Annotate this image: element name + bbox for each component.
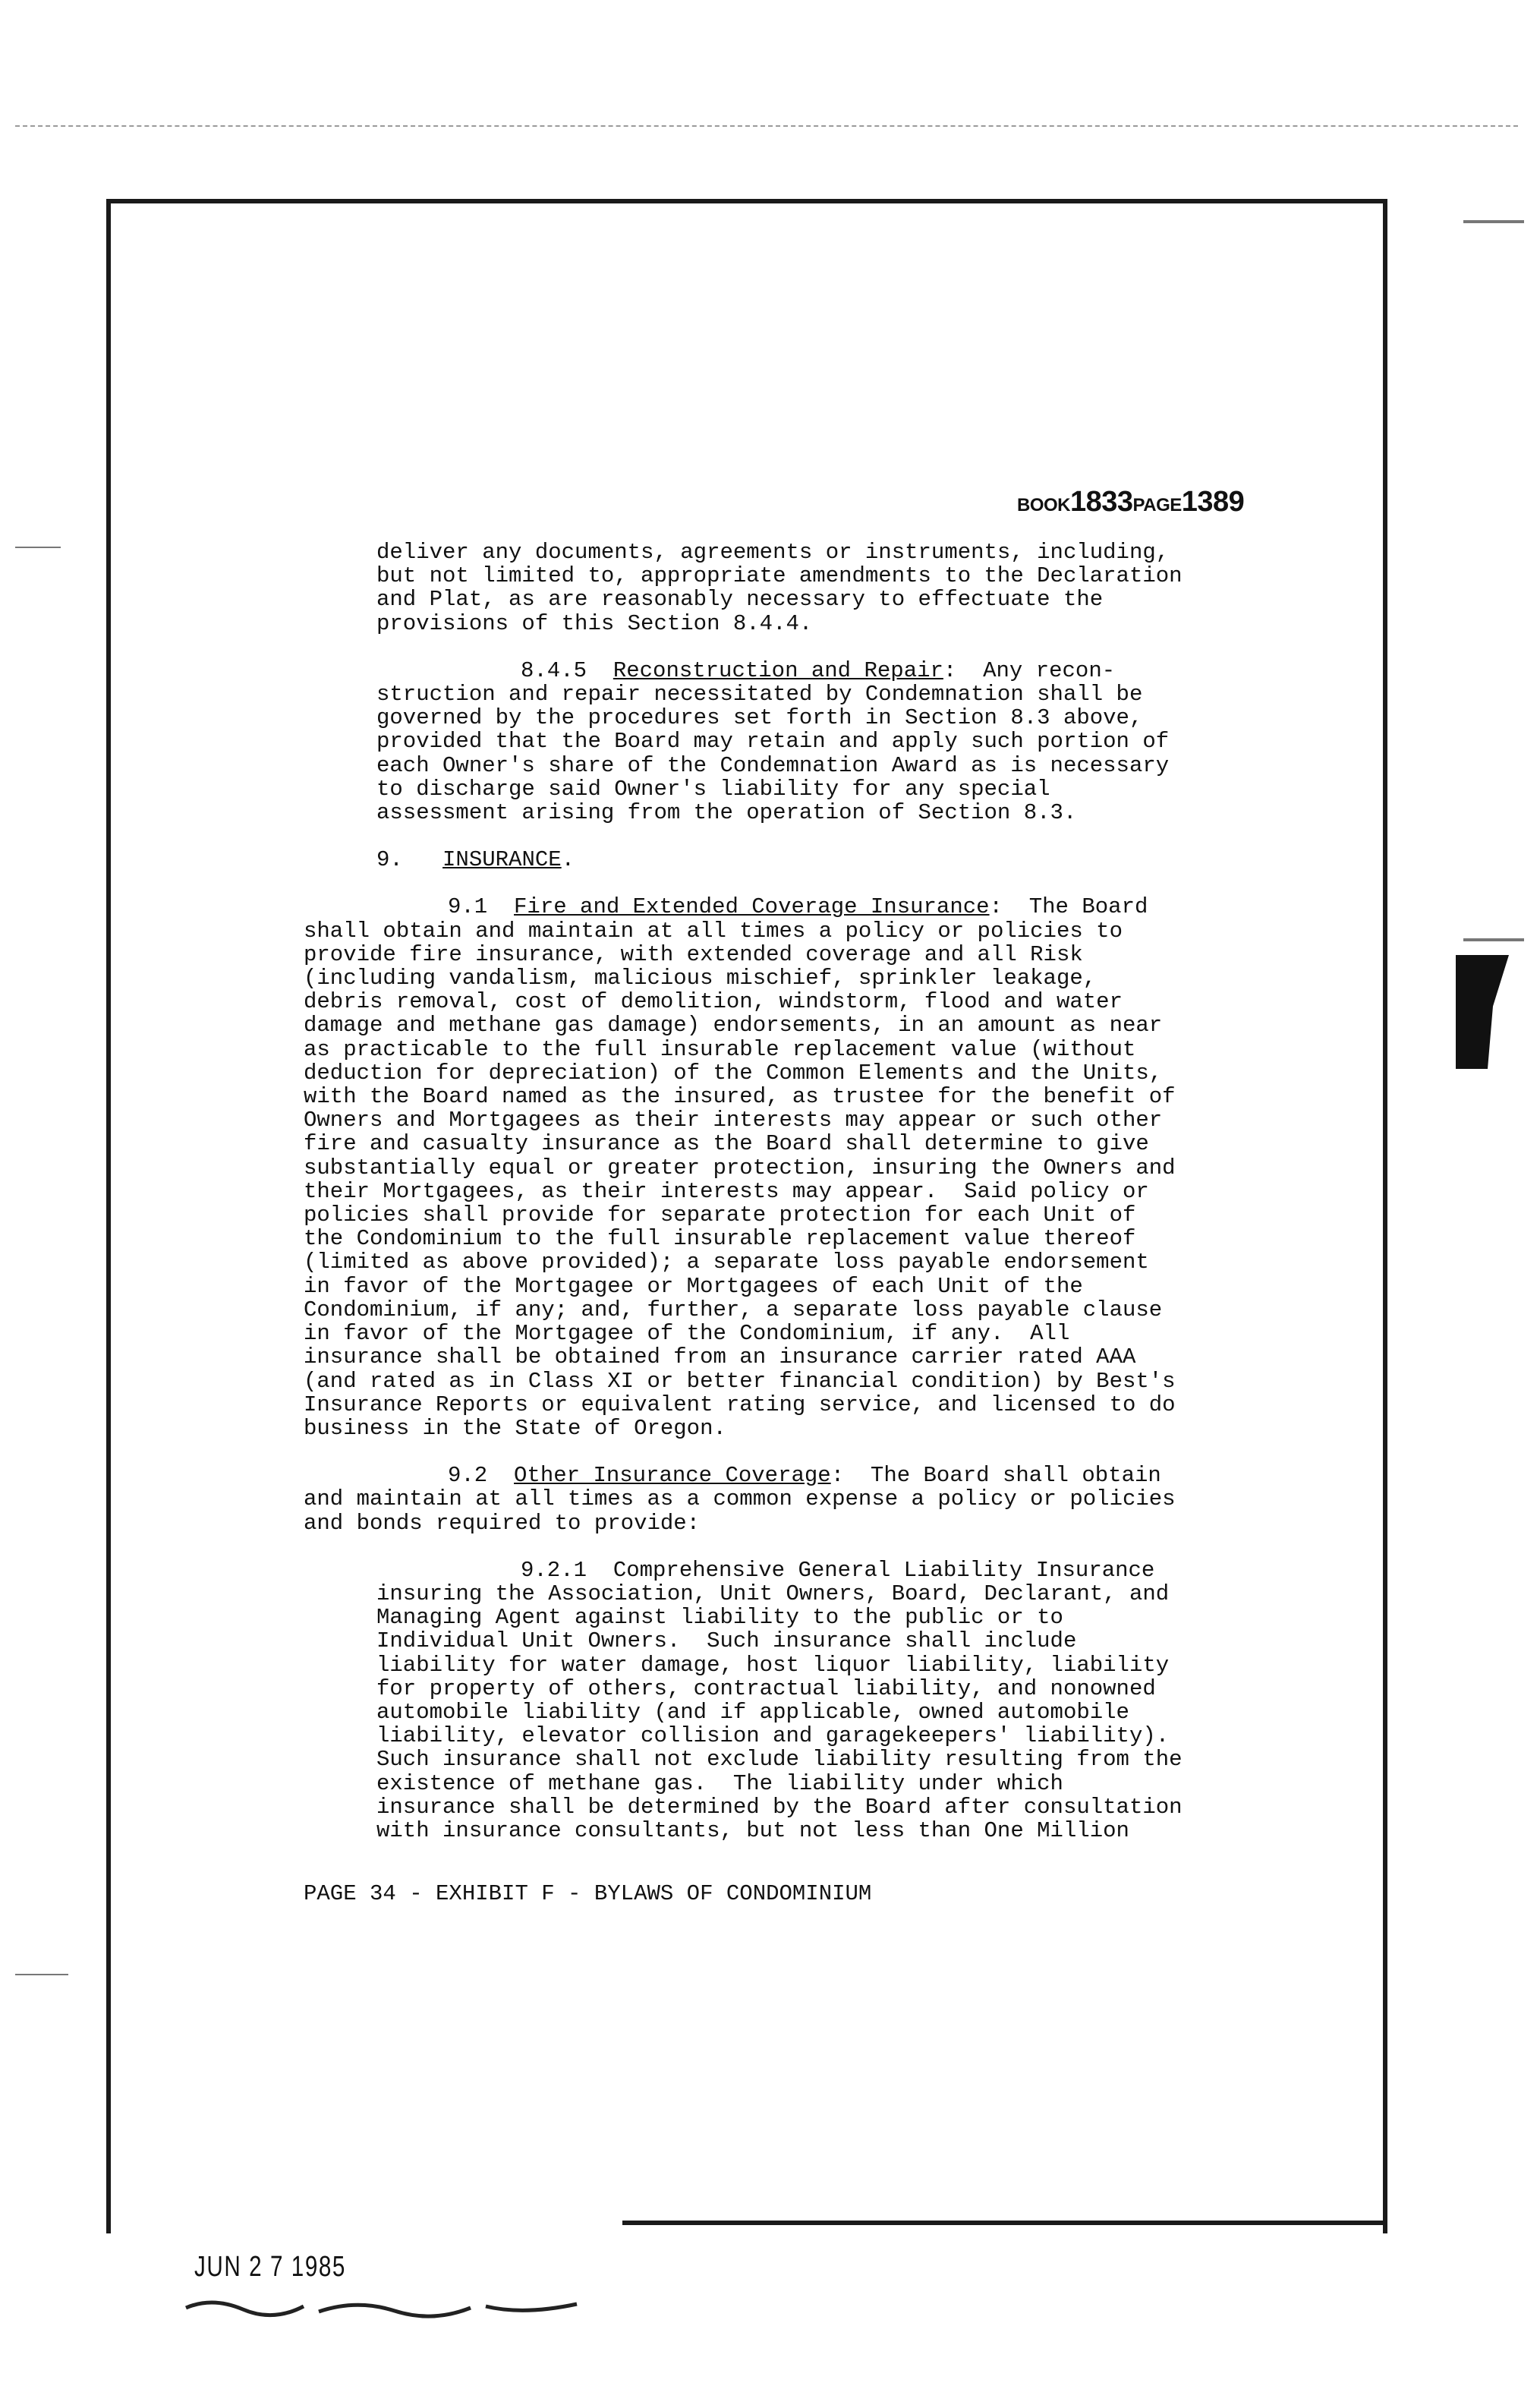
book-label: BOOK [1017,495,1070,515]
text-line: deduction for depreciation) of the Common Elements and the Units, [304,1060,1163,1086]
text-line: struction and repair necessitated by Condemnation shall be [376,682,1143,708]
text-run: . [561,847,575,873]
text-line: automobile liability (and if applicable, owned automobile [376,1699,1129,1725]
scan-frame-right [1383,199,1387,2233]
section-heading: INSURANCE [442,847,562,873]
text-line: governed by the procedures set forth in Section 8.3 above, [376,705,1143,731]
section-number: 9.1 [448,894,488,920]
text-line: with the Board named as the insured, as trustee for the benefit of [304,1084,1176,1110]
scan-top-dashes [15,125,1518,127]
text-line: (including vandalism, malicious mischief, sprinkler leakage, [304,966,1097,991]
text-line: insurance shall be obtained from an insurance carrier rated AAA [304,1344,1136,1370]
text-line: (and rated as in Class XI or better financial condition) by Best's [304,1368,1176,1394]
text-line: provisions of this Section 8.4.4. [376,610,813,636]
text-line: and Plat, as are reasonably necessary to effectuate the [376,587,1104,613]
scan-right-margin-mark [1463,938,1524,941]
paragraph-9-2 [304,1464,1260,1535]
section-9-heading [304,848,1260,872]
section-number: 9.2 [448,1463,488,1489]
text-line: each Owner's share of the Condemnation Award as is necessary [376,752,1170,778]
text-line: liability, elevator collision and garagekeepers' liability). [376,1723,1170,1749]
paragraph-9-1 [304,895,1260,1440]
text-line: insurance shall be determined by the Board after consultation [376,1794,1183,1820]
text-line: policies shall provide for separate protection for each Unit of [304,1202,1136,1228]
scan-frame-bottom [622,2221,1387,2225]
text-line: Such insurance shall not exclude liability resulting from the [376,1747,1183,1773]
paragraph-heading-line [376,659,1260,682]
text-line: (limited as above provided); a separate loss payable endorsement [304,1250,1149,1275]
section-number: 8.4.5 [521,657,587,683]
paragraph-9-2-1 [304,1559,1260,1842]
text-line: as practicable to the full insurable replacement value (without [304,1036,1136,1062]
book-page-stamp [1017,486,1244,519]
text-line: in favor of the Mortgagee of the Condominium, if any. All [304,1321,1070,1347]
paragraph-heading-line: 9.2.1 Comprehensive General Liability Insurance [521,1557,1155,1583]
text-line: shall obtain and maintain at all times a policy or policies to [304,918,1123,944]
paragraph-heading-line [304,895,1260,919]
text-line: business in the State of Oregon. [304,1415,726,1441]
page-label: PAGE [1132,495,1182,515]
section-heading-line [376,848,1260,872]
text-line: but not limited to, appropriate amendments to the Declaration [376,563,1183,589]
text-line: and maintain at all times as a common expense a policy or policies [304,1486,1176,1512]
page-number: 1389 [1181,486,1245,518]
text-run: : Any recon- [943,657,1116,683]
text-line: to discharge said Owner's liability for any special [376,776,1050,802]
scan-right-margin-mark [1463,220,1524,223]
text-line: and bonds required to provide: [304,1510,701,1536]
book-number: 1833 [1070,486,1133,518]
text-line: Individual Unit Owners. Such insurance shall include [376,1628,1077,1654]
scan-black-wedge [1456,955,1509,1069]
scribble-marks [182,2293,607,2323]
text-line: Insurance Reports or equivalent rating service, and licensed to do [304,1392,1176,1417]
scan-left-margin-mark [15,547,61,548]
text-run: : The Board shall obtain [830,1463,1161,1489]
text-line: damage and methane gas damage) endorsements, in an amount as near [304,1013,1163,1039]
text-run: : The Board [989,894,1148,920]
section-heading: Reconstruction and Repair [613,657,943,683]
section-number: 9. [376,847,403,873]
text-line: existence of methane gas. The liability under which [376,1770,1063,1796]
text-line: with insurance consultants, but not less than One Million [376,1817,1129,1843]
text-line: provided that the Board may retain and apply such portion of [376,729,1170,755]
text-line: fire and casualty insurance as the Board shall determine to give [304,1131,1149,1157]
section-heading: Other Insurance Coverage [514,1463,831,1489]
text-line: their Mortgagees, as their interests may appear. Said policy or [304,1178,1149,1204]
text-line: debris removal, cost of demolition, windstorm, flood and water [304,989,1123,1015]
text-line: the Condominium to the full insurable replacement value thereof [304,1226,1136,1252]
text-line: provide fire insurance, with extended coverage and all Risk [304,941,1083,967]
paragraph-8-4-5 [304,659,1260,824]
section-heading: Fire and Extended Coverage Insurance [514,894,990,920]
scan-left-margin-mark [15,1974,68,1975]
text-line: substantially equal or greater protection, insuring the Owners and [304,1155,1176,1180]
text-line: in favor of the Mortgagee or Mortgagees of each Unit of the [304,1273,1083,1299]
text-line: liability for water damage, host liquor liability, liability [376,1652,1170,1678]
document-body [304,541,1260,1866]
paragraph-heading-line [304,1464,1260,1487]
text-line: Condominium, if any; and, further, a separate loss payable clause [304,1297,1163,1322]
text-line: assessment arising from the operation of Section 8.3. [376,800,1077,826]
text-line: Managing Agent against liability to the public or to [376,1605,1063,1631]
text-line: insuring the Association, Unit Owners, Board, Declarant, and [376,1581,1170,1606]
paragraph-8-4-4-continued [304,541,1260,635]
page-footer: PAGE 34 - EXHIBIT F - BYLAWS OF CONDOMINIUM [304,1881,872,1906]
scan-frame-top [106,199,1387,203]
text-line: deliver any documents, agreements or instruments, including, [376,540,1170,565]
recording-date-stamp: JUN 2 7 1985 [194,2251,346,2283]
text-line: Owners and Mortgagees as their interests may appear or such other [304,1108,1163,1133]
text-line: for property of others, contractual liability, and nonowned [376,1675,1156,1701]
scan-frame-left [106,199,111,2233]
